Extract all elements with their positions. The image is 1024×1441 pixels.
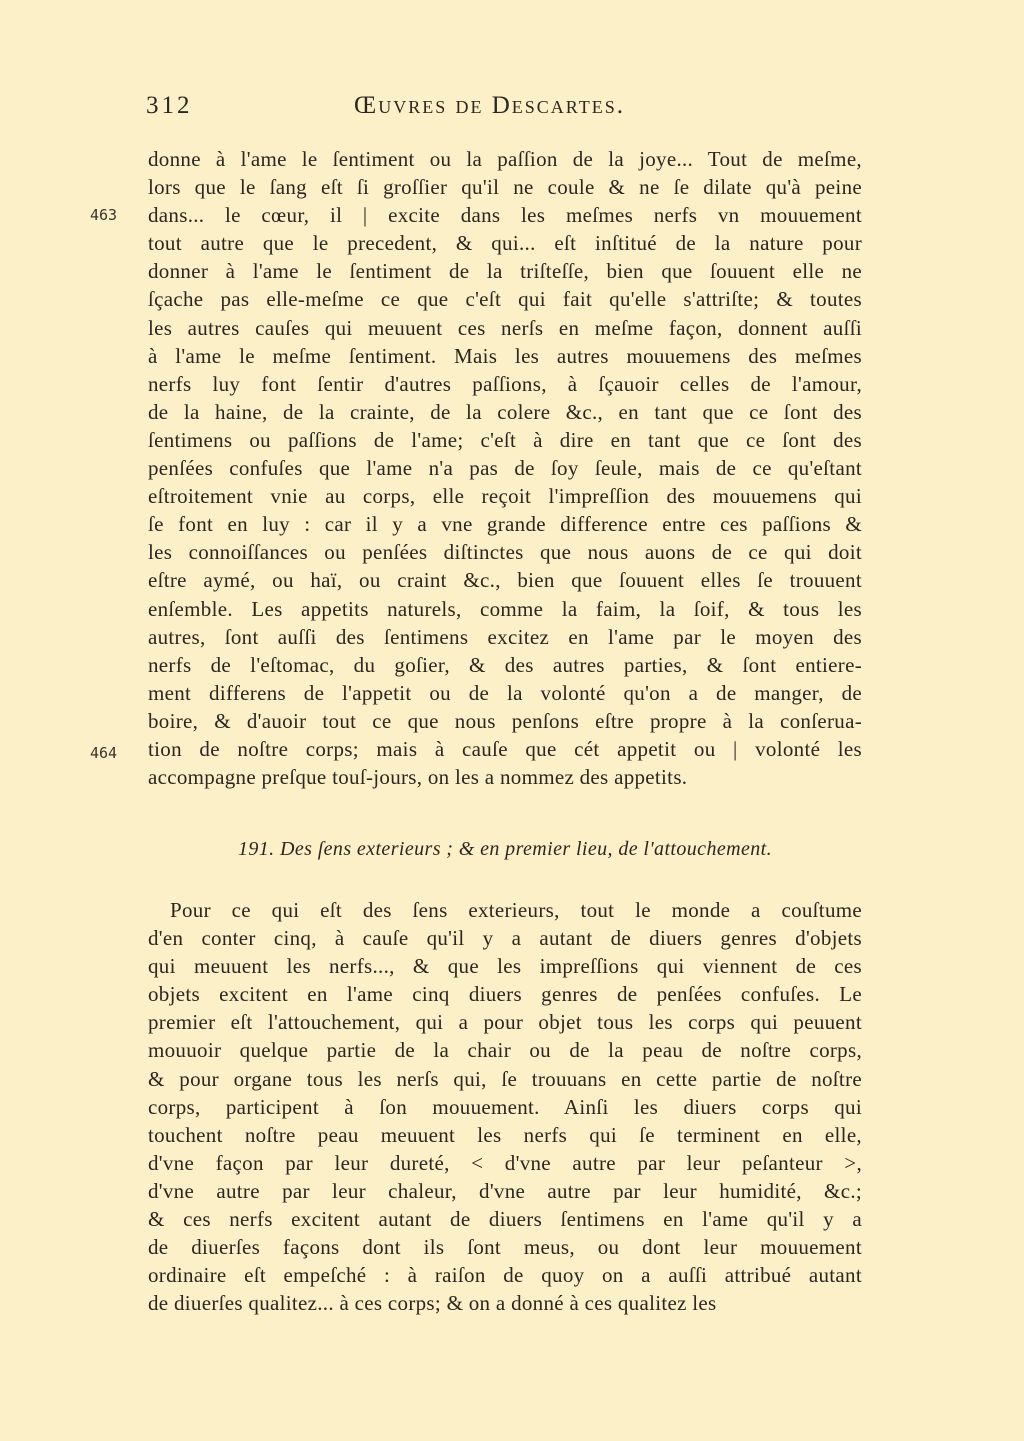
text-line: tout autre que le precedent, & qui... eſt inſtitué de la nature pour: [148, 231, 862, 256]
text-line: & pour organe tous les nerſs qui, ſe trouuans en cette partie de noſtre: [148, 1066, 862, 1091]
paragraph-exterior-senses: [148, 896, 862, 1317]
text-line: à l'ame le meſme ſentiment. Mais les autres mouuemens des meſmes: [148, 343, 862, 368]
text-line: d'vne façon par leur dureté, < d'vne autre par leur peſanteur >,: [148, 1150, 862, 1175]
text-line: boire, & d'auoir tout ce que nous penſons eſtre propre à la conſerua-: [148, 708, 862, 733]
text-line: de la haine, de la crainte, de la colere &c., en tant que ce ſont des: [148, 399, 862, 424]
text-line: ordinaire eſt empeſché : à raiſon de quoy on a auſſi attribué autant: [148, 1263, 862, 1288]
text-line: objets excitent en l'ame cinq diuers genres de penſées confuſes. Le: [148, 982, 862, 1007]
margin-line-number: 464: [90, 744, 118, 762]
text-line: corps, participent à ſon mouuement. Ainſi les diuers corps qui: [148, 1094, 862, 1119]
text-line: eſtroitement vnie au corps, elle reçoit l'impreſſion des mouuemens qui: [148, 484, 862, 509]
text-line: de diuerſes façons dont ils ſont meus, ou dont leur mouuement: [148, 1235, 862, 1260]
text-line: ſe font en luy : car il y a vne grande difference entre ces paſſions &: [148, 512, 862, 537]
text-line: lors que le ſang eſt ſi groſſier qu'il ne coule & ne ſe dilate qu'à peine: [148, 175, 862, 200]
running-title: Œuvres de Descartes.: [354, 92, 625, 119]
text-line: & ces nerfs excitent autant de diuers ſentimens en l'ame qu'il y a: [148, 1207, 862, 1232]
text-line: donne à l'ame le ſentiment ou la paſſion de la joye... Tout de meſme,: [148, 147, 862, 171]
text-line: penſées confuſes que l'ame n'a pas de ſoy ſeule, mais de ce qu'eſtant: [148, 456, 862, 481]
text-line: ment differens de l'appetit ou de la volonté qu'on a de manger, de: [148, 680, 862, 705]
text-line: ſentimens ou paſſions de l'ame; c'eſt à dire en tant que ce ſont des: [148, 427, 862, 452]
text-line: d'vne autre par leur chaleur, d'vne autre par leur humidité, &c.;: [148, 1178, 862, 1203]
text-line: Pour ce qui eſt des ſens exterieurs, tout le monde a couſtume: [170, 898, 862, 922]
text-line: d'en conter cinq, à cauſe qu'il y a autant de diuers genres d'objets: [148, 926, 862, 951]
section-heading: 191. Des ſens exterieurs ; & en premier lieu, de l'attouchement.: [237, 838, 772, 860]
text-line: eſtre aymé, ou haï, ou craint &c., bien que ſouuent elles ſe trouuent: [148, 568, 862, 593]
text-line: les autres cauſes qui meuuent ces nerſs en meſme façon, donnent auſſi: [148, 315, 862, 340]
text-line: tion de noſtre corps; mais à cauſe que cét appetit ou | volonté les: [148, 736, 862, 761]
text-line: qui meuuent les nerfs..., & que les impreſſions qui viennent de ces: [148, 954, 862, 979]
text-line: les connoiſſances ou penſées diſtinctes que nous auons de ce qui doit: [148, 540, 862, 565]
text-line: enſemble. Les appetits naturels, comme la faim, la ſoif, & tous les: [148, 596, 862, 621]
text-line: touchent noſtre peau meuuent les nerfs qui ſe terminent en elle,: [148, 1122, 862, 1147]
text-line: nerfs de l'eſtomac, du goſier, & des autres parties, & ſont entiere-: [148, 652, 862, 677]
text-line: accompagne preſque touſ-jours, on les a nommez des appetits.: [148, 765, 688, 790]
text-line: dans... le cœur, il | excite dans les meſmes nerfs vn mouuement: [148, 203, 862, 228]
text-line: mouuoir quelque partie de la chair ou de la peau de noſtre corps,: [148, 1038, 862, 1063]
page-number: 312: [146, 92, 193, 119]
margin-line-number: 463: [90, 206, 118, 224]
text-line: autres, ſont auſſi des ſentimens excitez en l'ame par le moyen des: [148, 624, 862, 649]
text-line: ſçache pas elle-meſme ce que c'eſt qui fait qu'elle s'attriſte; & toutes: [148, 287, 862, 312]
text-line: donner à l'ame le ſentiment de la triſteſſe, bien que ſouuent elle ne: [148, 259, 862, 284]
text-line: nerfs luy font ſentir d'autres paſſions, à ſçauoir celles de l'amour,: [148, 371, 862, 396]
text-line: premier eſt l'attouchement, qui a pour objet tous les corps qui peuuent: [148, 1010, 862, 1035]
text-line: de diuerſes qualitez... à ces corps; & on a donné à ces qualitez les: [148, 1291, 717, 1316]
page-header: [146, 92, 862, 132]
paragraph-continued: [148, 145, 862, 791]
